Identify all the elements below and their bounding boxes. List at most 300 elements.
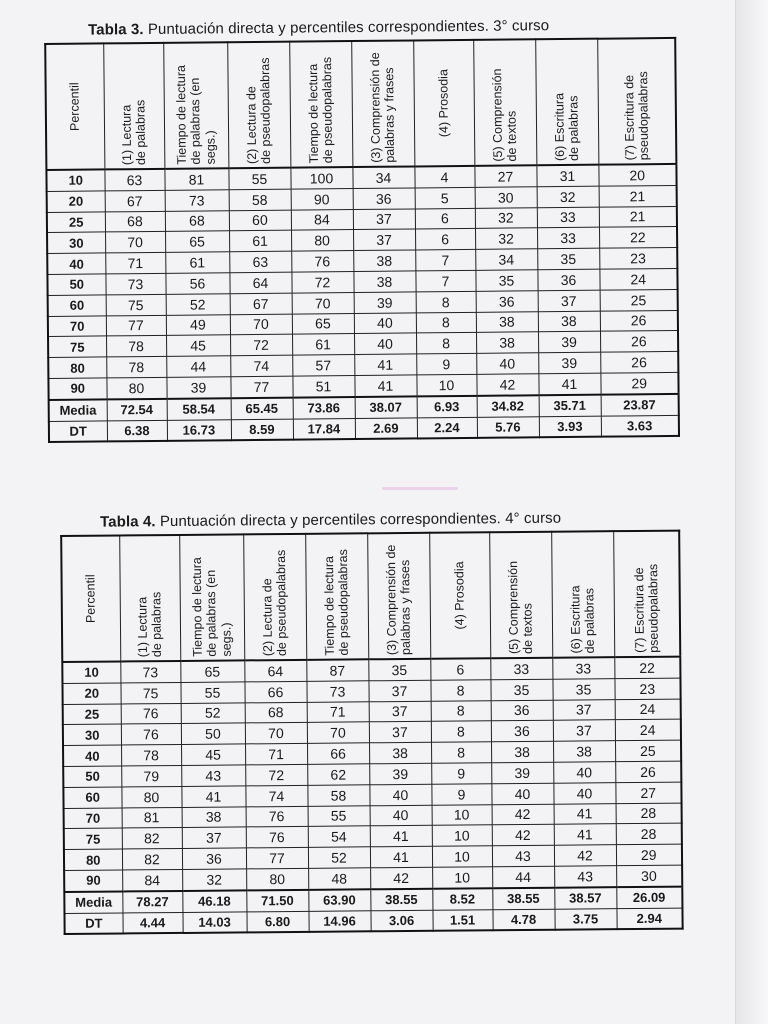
score-cell: 8 xyxy=(416,312,476,333)
sd-row xyxy=(64,908,682,935)
score-cell: 40 xyxy=(553,762,615,783)
score-cell: 38 xyxy=(369,742,431,763)
score-cell: 90 xyxy=(291,188,353,209)
score-cell: 10 xyxy=(432,825,492,846)
score-cell: 81 xyxy=(164,168,228,190)
score-cell: 35 xyxy=(368,659,430,681)
score-cell: 80 xyxy=(106,377,166,399)
column-header-label: (1) Lectura de palabras xyxy=(135,591,165,658)
score-cell: 76 xyxy=(246,827,308,848)
score-cell: 10 xyxy=(416,374,476,396)
score-cell: 26 xyxy=(600,352,678,374)
score-cell: 28 xyxy=(616,823,682,844)
score-cell: 74 xyxy=(245,785,307,806)
score-cell: 52 xyxy=(166,294,230,315)
page-edge-shadow xyxy=(735,0,768,1024)
score-cell: 35 xyxy=(537,248,599,269)
score-cell: 38 xyxy=(353,271,415,292)
score-cell: 41 xyxy=(354,375,416,397)
score-cell: 29 xyxy=(600,372,678,394)
score-cell: 40 xyxy=(491,783,553,804)
stat-value-cell: 8.52 xyxy=(432,888,492,910)
score-cell: 22 xyxy=(599,227,677,249)
score-cell: 75 xyxy=(106,294,166,315)
score-cell: 41 xyxy=(370,826,432,847)
score-cell: 66 xyxy=(244,681,306,702)
column-header xyxy=(551,531,614,658)
score-cell: 38 xyxy=(553,741,615,762)
column-header xyxy=(243,534,306,661)
stat-value-cell: 38.55 xyxy=(370,889,432,911)
score-cell: 73 xyxy=(120,661,180,683)
stat-value-cell: 6.80 xyxy=(246,911,308,933)
score-cell: 6 xyxy=(415,208,475,229)
stat-value-cell: 2.24 xyxy=(417,417,477,439)
stat-value-cell: 16.73 xyxy=(167,419,231,441)
score-cell: 38 xyxy=(538,311,600,332)
column-header xyxy=(289,41,352,168)
score-cell: 55 xyxy=(180,682,244,703)
score-cell: 36 xyxy=(491,700,553,721)
stat-value-cell: 38.07 xyxy=(355,396,417,418)
score-cell: 39 xyxy=(354,292,416,313)
column-header-label: (3) Comprensión de palabras y frases xyxy=(367,52,398,163)
column-header-label: (4) Prosodia xyxy=(436,69,451,138)
score-cell: 71 xyxy=(105,253,165,274)
score-cell: 24 xyxy=(599,268,677,290)
score-cell: 52 xyxy=(308,847,370,868)
score-cell: 20 xyxy=(598,164,676,186)
percentile-cell: 75 xyxy=(64,828,122,849)
highlighter-mark xyxy=(382,487,458,490)
stat-value-cell: 58.54 xyxy=(167,398,231,420)
stat-value-cell: 1.51 xyxy=(432,909,492,931)
score-cell: 66 xyxy=(307,743,369,764)
score-cell: 38 xyxy=(476,311,538,332)
percentile-cell: 10 xyxy=(46,169,104,191)
score-cell: 40 xyxy=(354,313,416,334)
score-cell: 72 xyxy=(245,764,307,785)
column-header xyxy=(45,43,104,170)
score-cell: 65 xyxy=(292,313,354,334)
score-cell: 51 xyxy=(292,376,354,398)
score-cell: 65 xyxy=(165,231,229,252)
score-cell: 61 xyxy=(165,252,229,273)
percentile-cell: 40 xyxy=(47,253,105,274)
percentile-cell: 20 xyxy=(62,683,120,704)
column-header xyxy=(535,39,598,166)
score-cell: 37 xyxy=(368,680,430,701)
score-cell: 73 xyxy=(165,190,229,211)
score-cell: 28 xyxy=(616,803,682,824)
score-cell: 72 xyxy=(230,335,292,356)
score-cell: 80 xyxy=(246,868,308,890)
score-cell: 30 xyxy=(475,187,537,208)
percentile-cell: 40 xyxy=(63,745,121,766)
score-cell: 58 xyxy=(229,189,291,210)
table-caption xyxy=(100,509,680,531)
score-cell: 45 xyxy=(181,744,245,765)
column-header xyxy=(227,42,290,169)
column-header-label: (1) Lectura de palabras xyxy=(119,99,149,166)
score-cell: 68 xyxy=(245,702,307,723)
column-header xyxy=(597,38,676,165)
column-header-label: (7) Escritura de pseudopalabras xyxy=(631,563,661,654)
stat-value-cell: 63.90 xyxy=(308,889,370,911)
score-cell: 62 xyxy=(307,764,369,785)
score-cell: 75 xyxy=(120,682,180,703)
score-cell: 4 xyxy=(414,166,474,188)
score-cell: 32 xyxy=(475,207,537,228)
score-cell: 100 xyxy=(290,167,352,189)
score-cell: 33 xyxy=(490,658,552,680)
column-header-label: Percentil xyxy=(67,82,83,132)
score-cell: 44 xyxy=(492,866,554,888)
score-cell: 24 xyxy=(615,719,681,740)
score-cell: 25 xyxy=(600,289,678,311)
score-cell: 78 xyxy=(106,336,166,357)
score-cell: 67 xyxy=(105,190,165,211)
score-cell: 26 xyxy=(615,761,681,782)
stat-label-cell: Media xyxy=(64,891,122,913)
score-cell: 36 xyxy=(537,269,599,290)
stat-value-cell: 46.18 xyxy=(182,890,246,912)
score-cell: 30 xyxy=(616,865,682,887)
score-cell: 37 xyxy=(182,827,246,848)
score-cell: 61 xyxy=(292,334,354,355)
column-header xyxy=(413,40,474,167)
score-cell: 26 xyxy=(600,310,678,332)
stat-value-cell: 14.03 xyxy=(182,911,246,933)
stat-value-cell: 6.38 xyxy=(107,420,167,442)
score-cell: 48 xyxy=(308,868,370,890)
percentile-cell: 90 xyxy=(48,378,106,400)
stat-value-cell: 4.44 xyxy=(122,912,182,934)
score-cell: 38 xyxy=(353,250,415,271)
score-cell: 50 xyxy=(181,723,245,744)
percentile-cell: 25 xyxy=(47,212,105,233)
stat-value-cell: 4.78 xyxy=(492,909,554,931)
column-header xyxy=(103,43,164,170)
score-cell: 9 xyxy=(431,763,491,784)
score-cell: 65 xyxy=(180,660,244,682)
column-header-label: (7) Escritura de pseudopalabras xyxy=(621,71,652,161)
score-cell: 39 xyxy=(538,352,600,373)
score-cell: 71 xyxy=(245,744,307,765)
stat-label-cell: DT xyxy=(49,420,107,442)
column-header-label: Tiempo de lectura de pseudopalabras xyxy=(306,56,336,164)
column-header xyxy=(305,533,368,660)
column-header-label: (2) Lectura de de pseudopalabras xyxy=(244,57,274,165)
stat-value-cell: 5.76 xyxy=(477,416,539,438)
score-cell: 29 xyxy=(616,844,682,865)
stat-value-cell: 78.27 xyxy=(122,891,182,913)
score-cell: 82 xyxy=(122,849,182,870)
score-cell: 6 xyxy=(415,229,475,250)
column-header xyxy=(351,40,414,167)
stat-value-cell: 3.63 xyxy=(601,415,679,437)
score-cell: 87 xyxy=(306,659,368,681)
column-header-label: (3) Comprensión de palabras y frases xyxy=(383,544,414,656)
column-header-label: (5) Comprensión de textos xyxy=(490,68,520,162)
score-cell: 56 xyxy=(165,273,229,294)
score-cell: 24 xyxy=(615,699,681,720)
score-cell: 33 xyxy=(537,207,599,228)
score-cell: 8 xyxy=(416,333,476,354)
score-cell: 77 xyxy=(246,848,308,869)
score-cell: 40 xyxy=(354,333,416,354)
score-cell: 37 xyxy=(553,720,615,741)
percentile-cell: 75 xyxy=(48,336,106,357)
percentile-cell: 70 xyxy=(48,315,106,336)
percentile-cell: 25 xyxy=(63,704,121,725)
score-cell: 34 xyxy=(475,249,537,270)
stat-value-cell: 8.59 xyxy=(231,419,293,441)
score-cell: 81 xyxy=(122,807,182,828)
score-cell: 63 xyxy=(229,251,291,272)
score-cell: 79 xyxy=(121,765,181,786)
score-cell: 36 xyxy=(491,721,553,742)
score-cell: 80 xyxy=(121,786,181,807)
stat-value-cell: 2.94 xyxy=(616,908,682,930)
column-header-label: Tiempo de lectura de palabras (en segs.) xyxy=(173,65,218,165)
stat-value-cell: 3.93 xyxy=(539,416,601,438)
percentile-cell: 50 xyxy=(47,274,105,295)
column-header-label: (6) Escritura de palabras xyxy=(552,92,582,162)
stat-value-cell: 71.50 xyxy=(246,890,308,912)
score-cell: 26 xyxy=(600,331,678,353)
score-cell: 67 xyxy=(230,293,292,314)
score-cell: 33 xyxy=(552,657,614,679)
stat-value-cell: 3.06 xyxy=(370,910,432,932)
column-header xyxy=(613,531,680,658)
score-cell: 73 xyxy=(105,273,165,294)
score-cell: 37 xyxy=(553,699,615,720)
score-cell: 5 xyxy=(415,187,475,208)
score-cell: 39 xyxy=(166,377,230,399)
percentile-cell: 10 xyxy=(62,661,120,683)
score-cell: 42 xyxy=(370,867,432,889)
score-cell: 39 xyxy=(538,332,600,353)
stat-value-cell: 14.96 xyxy=(308,910,370,932)
score-cell: 27 xyxy=(615,782,681,803)
score-cell: 40 xyxy=(476,353,538,374)
percentile-cell: 70 xyxy=(64,808,122,829)
score-cell: 23 xyxy=(614,678,680,699)
score-cell: 41 xyxy=(554,803,616,824)
score-cell: 7 xyxy=(415,270,475,291)
score-cell: 37 xyxy=(369,722,431,743)
table-4-block xyxy=(60,509,684,936)
score-cell: 38 xyxy=(491,741,553,762)
score-cell: 74 xyxy=(230,355,292,376)
score-cell: 25 xyxy=(615,740,681,761)
score-cell: 61 xyxy=(229,231,291,252)
column-header-label: (5) Comprensión de textos xyxy=(506,560,536,655)
table-caption xyxy=(88,16,676,39)
stat-value-cell: 2.69 xyxy=(355,418,417,440)
column-header-label: (4) Prosodia xyxy=(452,561,467,630)
score-cell: 76 xyxy=(121,703,181,724)
score-cell: 36 xyxy=(353,188,415,209)
score-cell: 55 xyxy=(228,168,290,190)
stat-value-cell: 23.87 xyxy=(601,394,679,416)
score-cell: 43 xyxy=(554,866,616,888)
score-cell: 34 xyxy=(352,166,414,188)
score-cell: 33 xyxy=(537,228,599,249)
score-cell: 72 xyxy=(291,272,353,293)
score-cell: 70 xyxy=(105,232,165,253)
score-cell: 35 xyxy=(552,678,614,699)
stat-value-cell: 73.86 xyxy=(293,397,355,419)
score-cell: 10 xyxy=(432,804,492,825)
column-header xyxy=(163,42,228,169)
score-cell: 8 xyxy=(431,721,491,742)
caption-text: Puntuación directa y percentiles correspondientes. 4° curso xyxy=(159,509,562,531)
score-cell: 78 xyxy=(106,357,166,378)
score-cell: 52 xyxy=(181,702,245,723)
percentile-cell: 20 xyxy=(47,191,105,212)
score-cell: 77 xyxy=(230,376,292,398)
stat-value-cell: 38.57 xyxy=(554,887,616,909)
score-cell: 57 xyxy=(292,355,354,376)
column-header xyxy=(119,535,180,662)
score-cell: 9 xyxy=(416,354,476,375)
score-cell: 82 xyxy=(122,828,182,849)
score-cell: 35 xyxy=(490,679,552,700)
score-cell: 35 xyxy=(475,270,537,291)
score-cell: 21 xyxy=(599,206,677,228)
score-cell: 42 xyxy=(476,374,538,396)
score-cell: 84 xyxy=(122,869,182,891)
score-cell: 8 xyxy=(431,700,491,721)
score-cell: 70 xyxy=(245,723,307,744)
score-cell: 23 xyxy=(599,248,677,270)
score-cell: 70 xyxy=(292,292,354,313)
score-cell: 32 xyxy=(475,228,537,249)
percentile-cell: 80 xyxy=(64,849,122,870)
column-header xyxy=(429,532,490,659)
score-cell: 42 xyxy=(554,845,616,866)
score-cell: 84 xyxy=(291,209,353,230)
score-cell: 45 xyxy=(166,335,230,356)
score-cell: 41 xyxy=(538,373,600,395)
stat-value-cell: 26.09 xyxy=(616,886,682,908)
column-header-label: Percentil xyxy=(83,574,99,624)
score-cell: 21 xyxy=(599,185,677,207)
column-header xyxy=(179,534,244,661)
score-cell: 41 xyxy=(181,786,245,807)
score-cell: 36 xyxy=(476,291,538,312)
score-cell: 6 xyxy=(430,658,490,680)
score-cell: 37 xyxy=(353,229,415,250)
caption-number: Tabla 4. xyxy=(99,513,156,531)
stat-label-cell: DT xyxy=(64,913,122,935)
score-cell: 37 xyxy=(353,209,415,230)
score-cell: 68 xyxy=(105,211,165,232)
score-cell: 55 xyxy=(308,805,370,826)
score-cell: 36 xyxy=(182,848,246,869)
score-cell: 41 xyxy=(370,846,432,867)
score-cell: 27 xyxy=(474,165,536,187)
column-header-label: (2) Lectura de de pseudopalabras xyxy=(260,549,290,657)
column-header-label: (6) Escritura de palabras xyxy=(568,585,598,654)
score-cell: 43 xyxy=(492,845,554,866)
score-cell: 71 xyxy=(307,701,369,722)
score-cell: 10 xyxy=(432,867,492,889)
score-cell: 80 xyxy=(291,230,353,251)
percentile-cell: 30 xyxy=(47,232,105,253)
score-cell: 39 xyxy=(491,762,553,783)
column-header-label: Tiempo de lectura de palabras (en segs.) xyxy=(189,557,234,657)
stat-value-cell: 72.54 xyxy=(107,399,167,421)
stat-value-cell: 35.71 xyxy=(539,394,601,416)
score-cell: 40 xyxy=(553,782,615,803)
score-cell: 40 xyxy=(369,784,431,805)
stat-label-cell: Media xyxy=(49,399,107,421)
score-cell: 10 xyxy=(432,846,492,867)
column-header xyxy=(473,39,536,166)
stat-value-cell: 65.45 xyxy=(231,397,293,419)
column-header xyxy=(489,532,552,659)
score-cell: 73 xyxy=(306,681,368,702)
score-cell: 63 xyxy=(104,169,164,191)
percentile-table-4 xyxy=(60,530,683,936)
score-cell: 42 xyxy=(492,804,554,825)
score-cell: 8 xyxy=(430,680,490,701)
caption-number: Tabla 3. xyxy=(87,21,144,39)
stat-value-cell: 17.84 xyxy=(293,418,355,440)
score-cell: 8 xyxy=(431,742,491,763)
score-cell: 37 xyxy=(369,701,431,722)
percentile-cell: 80 xyxy=(48,357,106,378)
percentile-cell: 90 xyxy=(64,870,122,892)
percentile-cell: 60 xyxy=(63,787,121,808)
score-cell: 42 xyxy=(492,825,554,846)
score-cell: 37 xyxy=(538,290,600,311)
score-cell: 77 xyxy=(106,315,166,336)
score-cell: 76 xyxy=(291,251,353,272)
column-header xyxy=(61,535,120,662)
score-cell: 60 xyxy=(229,210,291,231)
score-cell: 38 xyxy=(182,806,246,827)
score-cell: 22 xyxy=(614,657,680,679)
score-cell: 49 xyxy=(166,314,230,335)
caption-text: Puntuación directa y percentiles correspondientes. 3° curso xyxy=(147,17,550,39)
score-cell: 76 xyxy=(121,724,181,745)
score-cell: 54 xyxy=(308,826,370,847)
score-cell: 8 xyxy=(416,291,476,312)
score-cell: 68 xyxy=(165,210,229,231)
score-cell: 41 xyxy=(354,354,416,375)
score-cell: 44 xyxy=(166,356,230,377)
score-cell: 64 xyxy=(229,272,291,293)
score-cell: 41 xyxy=(554,824,616,845)
percentile-cell: 30 xyxy=(63,724,121,745)
score-cell: 70 xyxy=(307,722,369,743)
score-cell: 39 xyxy=(369,763,431,784)
score-cell: 32 xyxy=(182,869,246,891)
stat-value-cell: 3.75 xyxy=(554,908,616,930)
stat-value-cell: 38.55 xyxy=(492,887,554,909)
score-cell: 31 xyxy=(536,165,598,187)
score-cell: 43 xyxy=(181,765,245,786)
table-3-block xyxy=(44,16,680,443)
stat-value-cell: 34.82 xyxy=(477,395,539,417)
score-cell: 9 xyxy=(431,784,491,805)
column-header-label: Tiempo de lectura de pseudopalabras xyxy=(322,549,352,656)
percentile-table-3 xyxy=(44,37,680,443)
